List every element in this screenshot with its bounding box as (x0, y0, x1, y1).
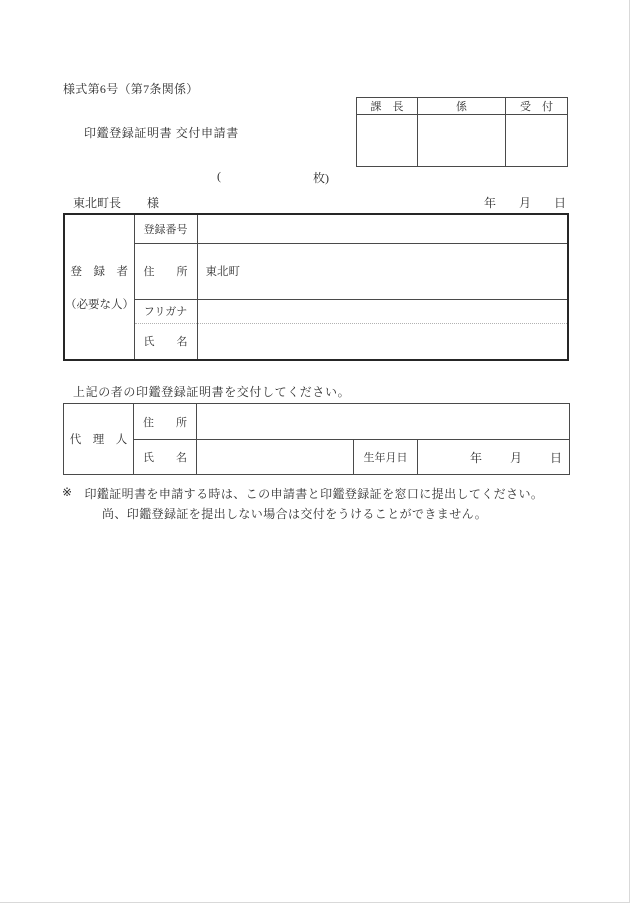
sheet-count-open-paren: ( (217, 169, 221, 183)
address-value: 東北町 (197, 243, 568, 299)
table-row-furigana (64, 299, 568, 323)
approval-col-section-chief: 課 長 (357, 98, 418, 115)
page-title: 印鑑登録証明書 交付申請書 (84, 126, 239, 140)
birthdate-month-label: 月 (509, 450, 522, 465)
footnote-block (62, 485, 543, 522)
agent-birthdate-value (418, 440, 570, 475)
agent-address-label: 住 所 (134, 404, 197, 440)
approval-col-reception: 受 付 (506, 98, 568, 115)
date-month-label: 月 (518, 196, 531, 210)
table-row-agent-name (64, 440, 570, 475)
approval-stamp-cell-clerk (418, 115, 506, 167)
approval-stamp-row (357, 115, 568, 167)
registrant-group-label: 登 録 者 (70, 265, 128, 278)
table-row-name (64, 323, 568, 360)
form-number: 様式第6号（第7条関係） (63, 82, 199, 96)
approval-stamp-cell-reception (506, 115, 568, 167)
date-year-label: 年 (484, 196, 497, 210)
application-date-field (484, 194, 566, 211)
table-row-address (64, 243, 568, 299)
approval-header-row (357, 98, 568, 115)
request-sentence: 上記の者の印鑑登録証明書を交付してください。 (73, 385, 351, 399)
registrant-group-sublabel: （必要な人） (65, 298, 134, 311)
approval-stamp-table (356, 97, 568, 167)
furigana-label: フリガナ (134, 299, 197, 323)
footnote-text-1: 印鑑証明書を申請する時は、この申請書と印鑑登録証を窓口に提出してください。 (84, 487, 544, 501)
registration-number-value (197, 214, 568, 243)
table-row-registration-number (64, 214, 568, 243)
date-day-label: 日 (553, 196, 566, 210)
birthdate-year-label: 年 (469, 450, 482, 465)
registration-number-label: 登録番号 (134, 214, 197, 243)
footnote-line-2: 尚、印鑑登録証を提出しない場合は交付をうけることができません。 (102, 507, 488, 521)
registrant-group-cell (64, 214, 134, 360)
addressee-name: 東北町長 (73, 196, 122, 210)
approval-col-clerk: 係 (418, 98, 506, 115)
agent-table (63, 403, 570, 475)
address-label: 住 所 (134, 243, 197, 299)
registrant-table (63, 213, 569, 361)
agent-name-label: 氏 名 (134, 440, 197, 475)
addressee-line (73, 194, 159, 211)
sheet-count-close-paren: 枚) (313, 171, 329, 185)
footnote-marker: ※ (62, 485, 73, 499)
furigana-value (197, 299, 568, 323)
name-label: 氏 名 (134, 323, 197, 360)
agent-address-value (197, 404, 570, 440)
agent-group-cell (64, 404, 134, 475)
agent-birthdate-label: 生年月日 (354, 440, 418, 475)
footnote-line-1 (62, 485, 543, 502)
birthdate-day-label: 日 (549, 450, 562, 465)
approval-stamp-cell-section-chief (357, 115, 418, 167)
table-row-agent-address (64, 404, 570, 440)
addressee-honorific: 様 (147, 196, 160, 210)
agent-group-label: 代 理 人 (69, 434, 128, 446)
name-value (197, 323, 568, 360)
sheet-count-field (217, 169, 329, 186)
agent-name-value (197, 440, 354, 475)
